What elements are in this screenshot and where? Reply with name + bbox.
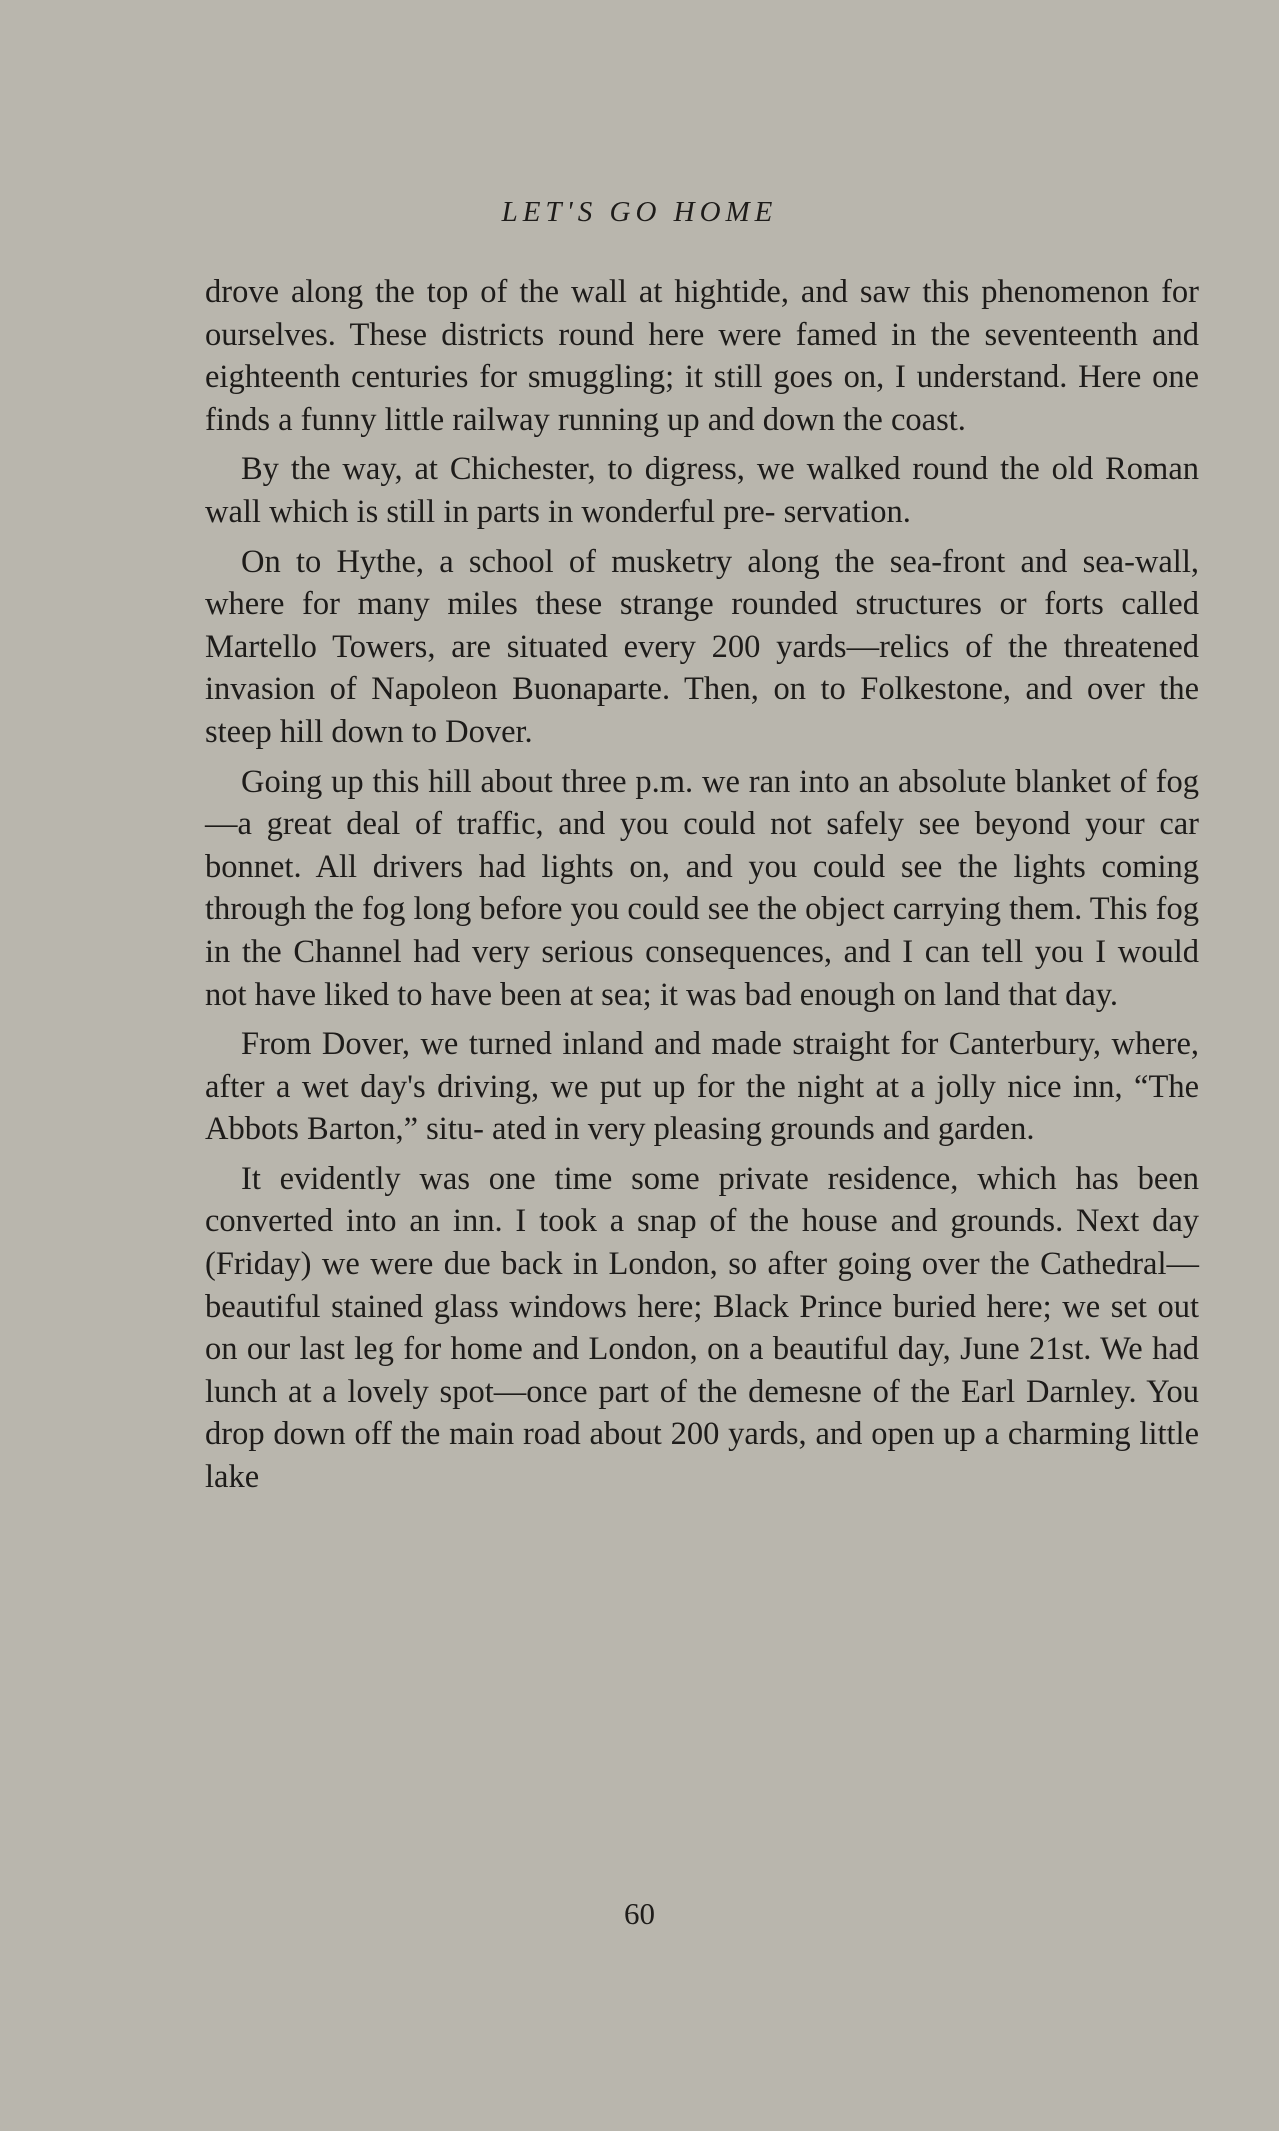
paragraph: From Dover, we turned inland and made straight for Canterbury, where, after a wet day's driving, we put up for the night at a jolly nice inn, “The Abbots Barton,” situ- ated in very pleasing grounds and garden. <box>205 1026 1199 1148</box>
body-text <box>205 271 1199 1506</box>
paragraph: On to Hythe, a school of musketry along the sea-front and sea-wall, where for many miles these strange rounded structures or forts called Martello Towers, are situated every 200 yards—relics of the threatened invasion of Napoleon Buonaparte. Then, on to Folkestone, and over the steep hill down to Dover. <box>205 543 1199 750</box>
paragraph: By the way, at Chichester, to digress, we walked round the old Roman wall which is still in parts in wonderful pre- servation. <box>205 451 1199 530</box>
page-number: 60 <box>624 1896 655 1931</box>
running-head: LET'S GO HOME <box>501 196 778 228</box>
paragraph: drove along the top of the wall at hightide, and saw this phenomenon for ourselves. These districts round here were famed in the seventeenth and eighteenth centuries for smuggling; it still goes on, I understand. Here one finds a funny little railway running up and down the coast. <box>205 274 1199 438</box>
paragraph: Going up this hill about three p.m. we ran into an absolute blanket of fog—a great deal of traffic, and you could not safely see beyond your car bonnet. All drivers had lights on, and you could see the lights coming through the fog long before you could see the object carrying them. This fog in the Channel had very serious consequences, and I can tell you I would not have liked to have been at sea; it was bad enough on land that day. <box>205 763 1199 1013</box>
paragraph: It evidently was one time some private residence, which has been converted into an inn. I took a snap of the house and grounds. Next day (Friday) we were due back in London, so after going over the Cathedral—beautiful stained glass windows here; Black Prince buried here; we set out on our last leg for home and London, on a beautiful day, June 21st. We had lunch at a lovely spot—once part of the demesne of the Earl Darnley. You drop down off the main road about 200 yards, and open up a charming little lake <box>205 1160 1199 1496</box>
